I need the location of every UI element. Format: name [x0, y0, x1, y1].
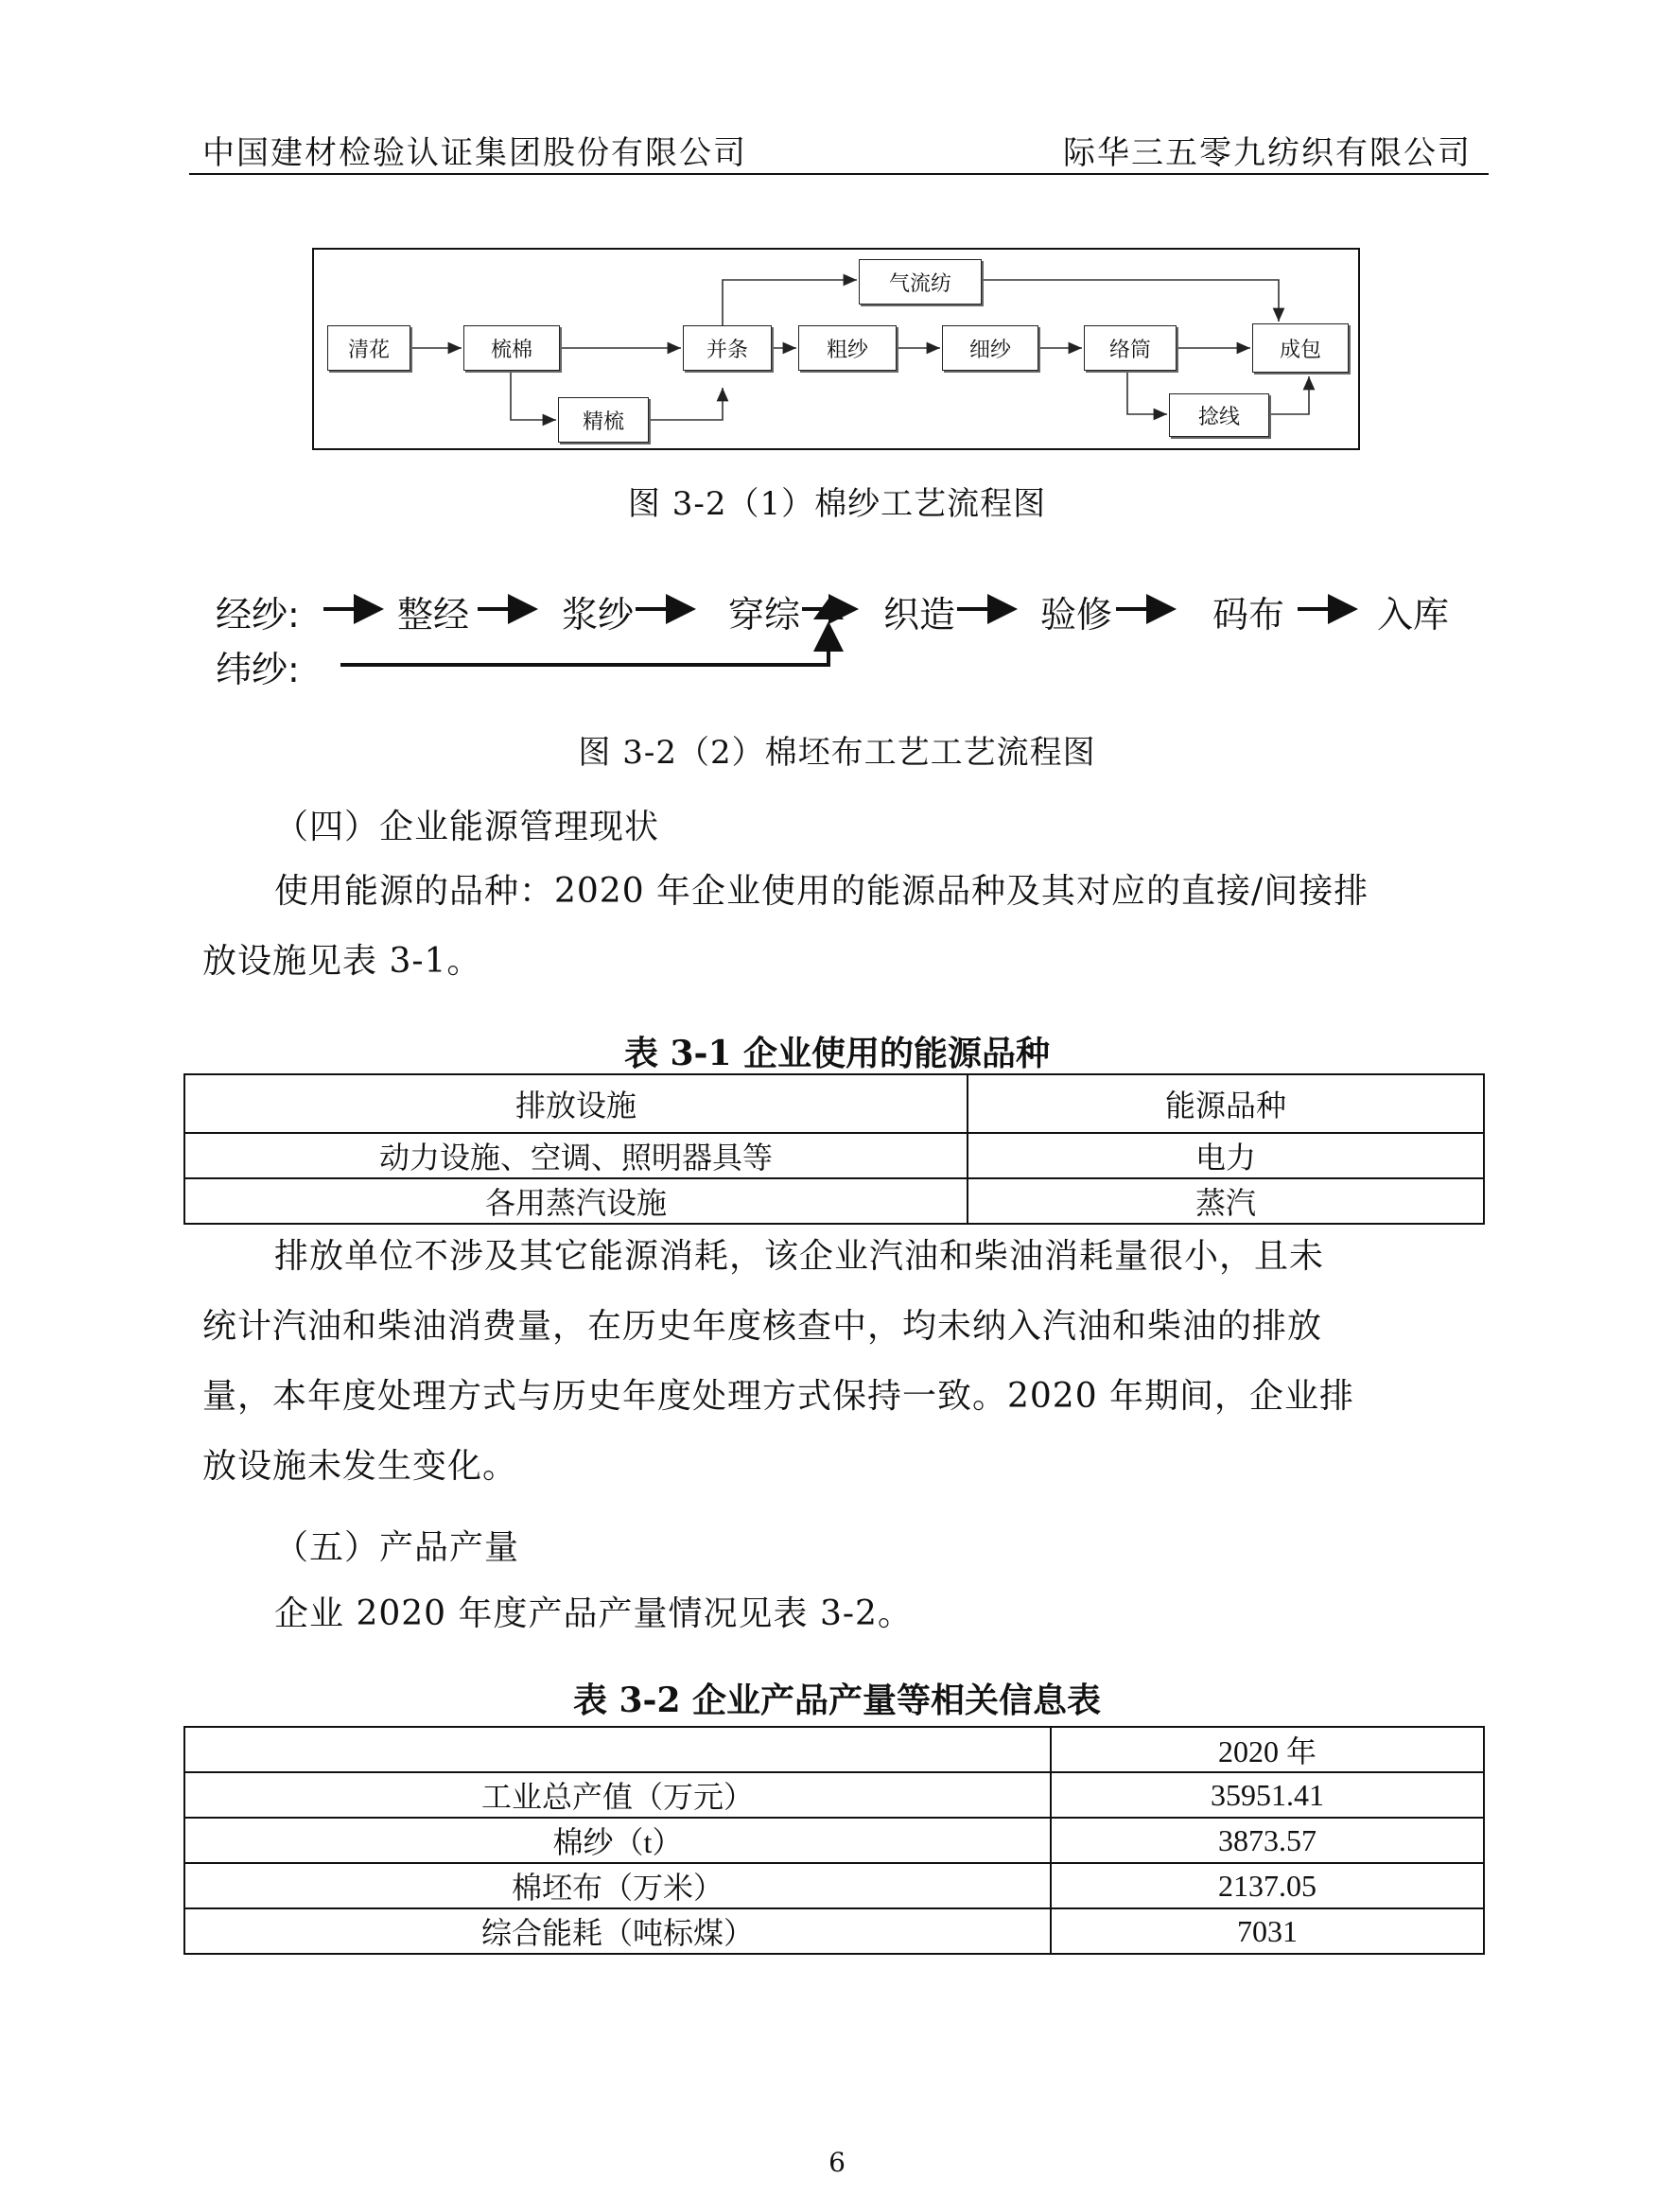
para2-line1: 排放单位不涉及其它能源消耗，该企业汽油和柴油消耗量很小，且未 — [274, 1237, 1325, 1276]
table1-header-energy: 能源品种 — [968, 1074, 1484, 1133]
table-cell: 35951.41 — [1051, 1772, 1484, 1818]
table-cell: 2137.05 — [1051, 1863, 1484, 1908]
table2 — [183, 1726, 1485, 1955]
table-cell: 综合能耗（吨标煤） — [184, 1908, 1051, 1954]
node-qinghua: 清花 — [327, 325, 410, 371]
figure1-caption: 图 3-2（1）棉纱工艺流程图 — [627, 485, 1047, 523]
table1-header-facility: 排放设施 — [184, 1074, 968, 1133]
section5-heading: （五）产品产量 — [274, 1528, 520, 1567]
table1 — [183, 1073, 1485, 1225]
page-number: 6 — [828, 2147, 846, 2178]
table-cell: 7031 — [1051, 1908, 1484, 1954]
cotton-fabric-flow — [208, 582, 1475, 695]
table2-header-year: 2020 年 — [1051, 1727, 1484, 1772]
table-cell: 3873.57 — [1051, 1818, 1484, 1863]
table-cell: 工业总产值（万元） — [184, 1772, 1051, 1818]
header-rule — [189, 173, 1489, 175]
node-xisha: 细纱 — [942, 325, 1038, 371]
table-row — [184, 1178, 1484, 1224]
table-cell: 棉纱（t） — [184, 1818, 1051, 1863]
table-row — [184, 1818, 1484, 1863]
node-bingtiao: 并条 — [683, 325, 772, 371]
step-ruku: 入库 — [1377, 594, 1450, 636]
table-cell: 电力 — [968, 1133, 1484, 1178]
table2-title: 表 3-2 企业产品产量等相关信息表 — [572, 1681, 1102, 1720]
table-cell: 动力设施、空调、照明器具等 — [184, 1133, 968, 1178]
warp-label: 经纱: — [216, 594, 300, 636]
para2-line2: 统计汽油和柴油消费量，在历史年度核查中，均未纳入汽油和柴油的排放 — [202, 1307, 1323, 1346]
step-mabu: 码布 — [1212, 594, 1285, 636]
node-qiliufang: 气流纺 — [859, 259, 982, 305]
node-nianxian: 捻线 — [1169, 393, 1269, 437]
node-cusha: 粗纱 — [798, 325, 897, 371]
table-cell: 蒸汽 — [968, 1178, 1484, 1224]
table1-header-row — [184, 1074, 1484, 1133]
table-cell: 棉坯布（万米） — [184, 1863, 1051, 1908]
step-chuanzong: 穿综 — [728, 594, 801, 636]
step-yanxiu: 验修 — [1040, 594, 1113, 636]
section4-para-line1: 使用能源的品种：2020 年企业使用的能源品种及其对应的直接/间接排 — [274, 872, 1369, 911]
section4-heading: （四）企业能源管理现状 — [274, 808, 660, 846]
node-shumian: 梳棉 — [463, 325, 560, 371]
table-cell: 各用蒸汽设施 — [184, 1178, 968, 1224]
step-jiangsha: 浆纱 — [562, 594, 635, 636]
node-chengbao: 成包 — [1252, 323, 1349, 373]
figure2-caption: 图 3-2（2）棉坯布工艺工艺流程图 — [578, 734, 1096, 772]
table-row — [184, 1133, 1484, 1178]
section5-para: 企业 2020 年度产品产量情况见表 3-2。 — [274, 1594, 913, 1633]
table2-header-row — [184, 1727, 1484, 1772]
table1-title: 表 3-1 企业使用的能源品种 — [623, 1034, 1051, 1073]
table-row — [184, 1772, 1484, 1818]
table-row — [184, 1863, 1484, 1908]
para2-line3: 量，本年度处理方式与历史年度处理方式保持一致。2020 年期间，企业排 — [202, 1377, 1355, 1416]
header-right-company: 际华三五零九纺织有限公司 — [1063, 134, 1472, 172]
node-jingshu: 精梳 — [558, 397, 649, 443]
para2-line4: 放设施未发生变化。 — [202, 1447, 518, 1486]
section4-para-line2: 放设施见表 3-1。 — [202, 942, 482, 981]
step-zhizao: 织造 — [883, 594, 956, 636]
table2-header-blank — [184, 1727, 1051, 1772]
header-left-company: 中国建材检验认证集团股份有限公司 — [202, 134, 747, 172]
step-zhengjing: 整经 — [397, 594, 470, 636]
table-row — [184, 1908, 1484, 1954]
cotton-yarn-flowchart — [312, 248, 1360, 450]
weft-label: 纬纱: — [216, 649, 300, 690]
node-luotong: 络筒 — [1084, 325, 1177, 371]
